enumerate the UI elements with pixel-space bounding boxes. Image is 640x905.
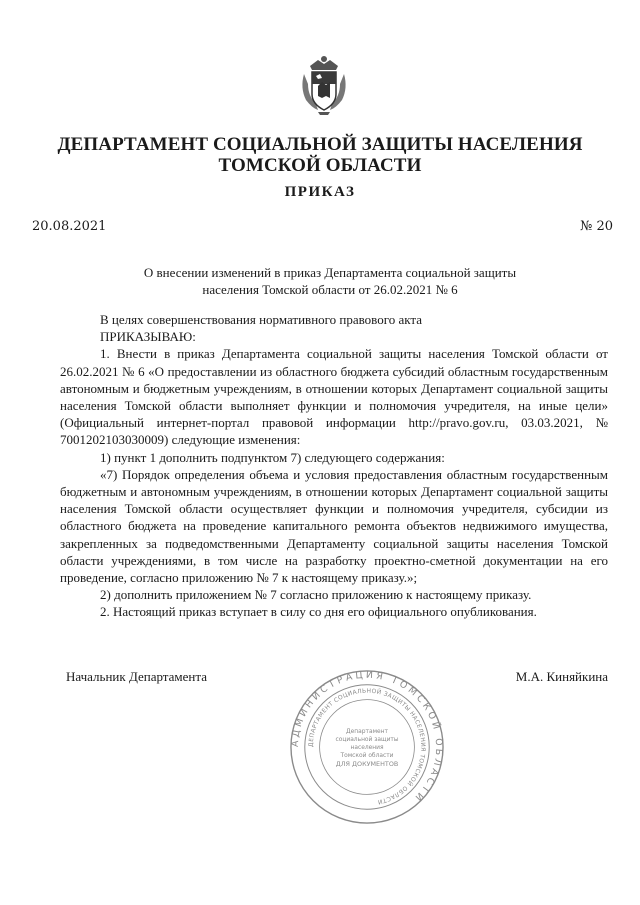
order-date: 20.08.2021	[32, 219, 107, 234]
department-name-line1: ДЕПАРТАМЕНТ СОЦИАЛЬНОЙ ЗАЩИТЫ НАСЕЛЕНИЯ	[57, 134, 583, 155]
seal-center-line2: социальной защиты	[335, 737, 399, 744]
signatory-name: М.А. Киняйкина	[515, 669, 608, 684]
official-seal-stamp	[288, 668, 446, 826]
seal-center-line5: ДЛЯ ДОКУМЕНТОВ	[335, 759, 399, 768]
subject-line2: населения Томской области от 26.02.2021 № 6	[202, 282, 458, 297]
order-keyword: ПРИКАЗЫВАЮ:	[100, 329, 196, 345]
seal-center-line1: Департамент	[346, 729, 388, 736]
subject-line1: О внесении изменений в приказ Департамента социальной защиты	[143, 265, 517, 280]
signatory-position: Начальник Департамента	[66, 669, 207, 684]
seal-ring-text: ДЕПАРТАМЕНТ СОЦИАЛЬНОЙ ЗАЩИТЫ НАСЕЛЕНИЯ ТОМСКОЙ ОБЛАСТИ	[308, 688, 426, 805]
department-name-line2: ТОМСКОЙ ОБЛАСТИ	[218, 155, 422, 176]
item-1-paragraph: 1. Внести в приказ Департамента социальной защиты населения Томской области от 26.02.2021 № 6 «О предоставлении из областного бюджета субсидий областным государственным автономным и бюджетным учреждениям, в отношении которых Департамент социальной защиты населения Томской области выполняет функции и полномочия учредителя, на иные цели» (Официальный интернет-портал правовой информации http://pravo.gov.ru, 03.03.2021, № 7001202103030009) следующие изменения:	[60, 346, 608, 448]
order-body	[60, 311, 608, 621]
seal-outer-text: АДМИНИСТРАЦИЯ ТОМСКОЙ ОБЛАСТИ	[289, 669, 445, 805]
subitem-2-paragraph: 2) дополнить приложением № 7 согласно приложению к настоящему приказу.	[100, 587, 532, 603]
item-2-paragraph: 2. Настоящий приказ вступает в силу со дня его официального опубликования.	[100, 604, 537, 620]
seal-center-line4: Томской области	[340, 752, 394, 759]
coat-of-arms-icon	[296, 52, 352, 116]
quoted-subitem-7-paragraph: «7) Порядок определения объема и условия предоставления областным государственным бюджетным и автономным учреждениям, в отношении которых Департамент социальной защиты населения Томской области осуществляет функции и полномочия учредителя, субсидии из областного бюджета на проведение капитального ремонта объектов недвижимого имущества, закрепленных за подведомственными Департаменту социальной защиты населения Томской области учреждениями, в том числе на разработку проектно-сметной документации на его проведение, согласно приложению № 7 к настоящему приказу.»;	[60, 466, 608, 586]
seal-center-line3: населения	[350, 744, 384, 751]
preamble-paragraph: В целях совершенствования нормативного правового акта	[100, 312, 423, 327]
subitem-1-paragraph: 1) пункт 1 дополнить подпунктом 7) следующего содержания:	[100, 449, 445, 465]
document-type-title: ПРИКАЗ	[284, 184, 356, 200]
order-number: № 20	[580, 219, 613, 234]
